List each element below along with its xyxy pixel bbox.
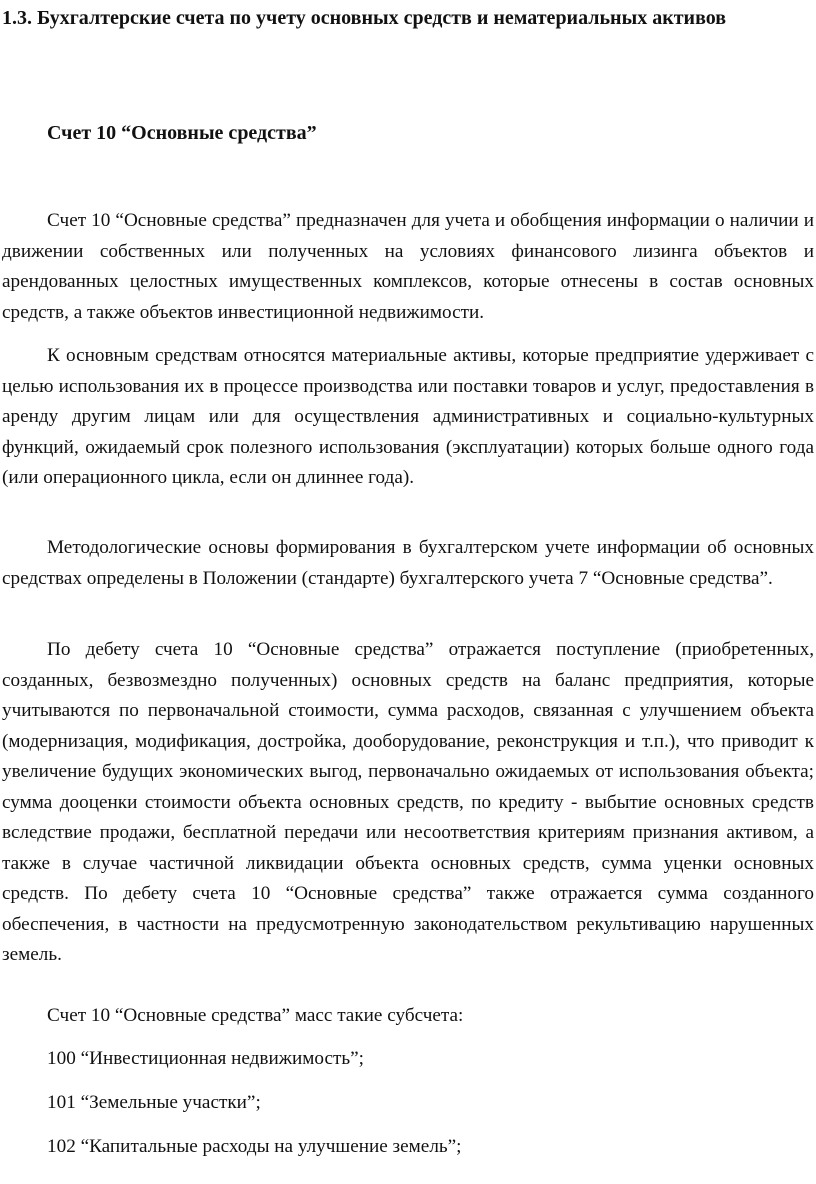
section-heading: 1.3. Бухгалтерские счета по учету основных средств и нематериальных активов xyxy=(2,7,727,29)
subaccount-item: 102 “Капитальные расходы на улучшение земель”; xyxy=(47,1136,462,1157)
paragraph-fixed-assets-definition: К основным средствам относятся материальные активы, которые предприятие удерживает с целью использования их в процессе производства или поставки товаров и услуг, предоставления в аренду другим лицам или для осуществления административных и социально-культурных функций, ожидаемый срок полезного использования (эксплуатации) которых больше одного года (или операционного цикла, если он длиннее года). xyxy=(2,345,814,488)
subaccount-item: 101 “Земельные участки”; xyxy=(47,1092,261,1113)
paragraph-account-purpose: Счет 10 “Основные средства” предназначен для учета и обобщения информации о наличии и движении собственных или полученных на условиях финансового лизинга объектов и арендованных целостных имущественных комплексов, которые отнесены в состав основных средств, а также объектов инвестиционной недвижимости. xyxy=(2,210,814,323)
paragraph-debit-credit: По дебету счета 10 “Основные средства” отражается поступление (приобретенных, созданных, безвозмездно полученных) основных средств на баланс предприятия, которые учитываются по первоначальной стоимости, сумма расходов, связанная с улучшением объекта (модернизация, модификация, достройка, дооборудование, реконструкция и т.п.), что приводит к увеличение будущих экономических выгод, первоначально ожидаемых от использования объекта; сумма дооценки стоимости объекта основных средств, по кредиту - выбытие основных средств вследствие продажи, бесплатной передачи или несоответствия критериям признания активом, а также в случае частичной ликвидации объекта основных средств, сумма уценки основных средств. По дебету счета 10 “Основные средства” также отражается сумма созданного обеспечения, в частности на предусмотренную законодательством рекультивацию нарушенных земель. xyxy=(2,639,814,965)
subaccount-item: 100 “Инвестиционная недвижимость”; xyxy=(47,1048,364,1069)
account-heading: Счет 10 “Основные средства” xyxy=(47,122,317,144)
paragraph-methodology: Методологические основы формирования в бухгалтерском учете информации об основных средствах определены в Положении (стандарте) бухгалтерского учета 7 “Основные средства”. xyxy=(2,537,814,589)
subaccounts-intro: Счет 10 “Основные средства” масс такие субсчета: xyxy=(47,1005,464,1026)
